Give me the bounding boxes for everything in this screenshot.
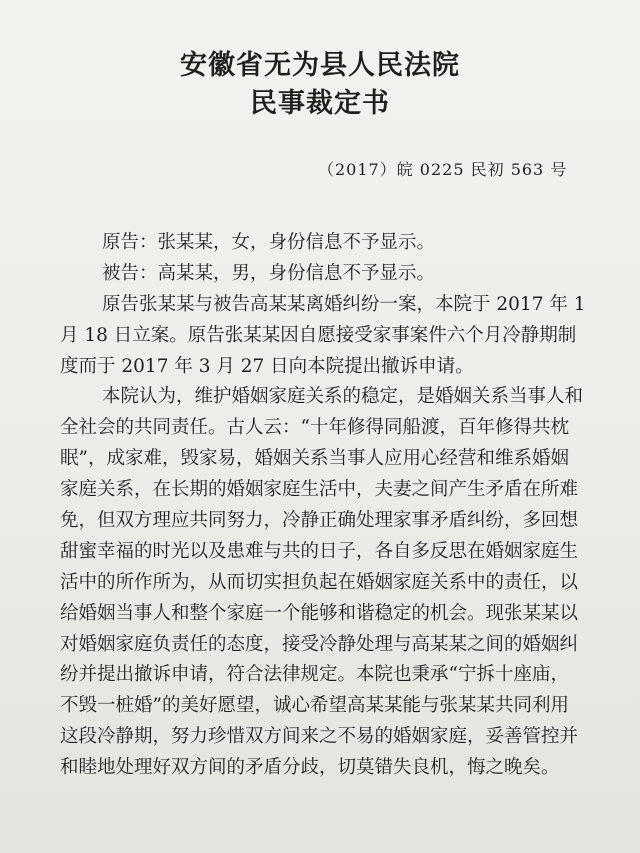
body-line: 甜蜜幸福的时光以及患难与共的日子，各自多反思在婚姻家庭生 [60, 540, 579, 562]
body-line: 纷并提出撤诉申请，符合法律规定。本院也秉承“宁拆十座庙， [60, 664, 569, 686]
body-line: 全社会的共同责任。古人云：“十年修得同船渡，百年修得共枕 [60, 417, 569, 439]
defendant-line: 被告：高某某，男，身份信息不予显示。 [102, 262, 436, 284]
body-line: 眠”，成家难，毁家易，婚姻关系当事人应用心经营和维系婚姻 [60, 448, 569, 470]
document-body [60, 228, 630, 784]
body-line: 和睦地处理好双方间的矛盾分歧，切莫错失良机，悔之晚矣。 [60, 757, 560, 779]
body-line: 给婚姻当事人和整个家庭一个能够和谐稳定的机会。现张某某以 [60, 602, 579, 624]
body-line: 原告张某某与被告高某某离婚纠纷一案，本院于 2017 年 1 [102, 293, 586, 315]
body-line: 活中的所作所为，从而切实担负起在婚姻家庭关系中的责任，以 [60, 571, 579, 593]
document-type-title: 民事裁定书 [250, 88, 390, 119]
body-line: 免，但双方理应共同努力，冷静正确处理家事矛盾纠纷，多回想 [60, 510, 579, 532]
body-line: 家庭关系，在长期的婚姻家庭生活中，夫妻之间产生矛盾在所难 [60, 479, 579, 501]
case-number: （2017）皖 0225 民初 563 号 [318, 160, 568, 179]
body-line: 度而于 2017 年 3 月 27 日向本院提出撤诉申请。 [60, 355, 474, 377]
body-line: 本院认为，维护婚姻家庭关系的稳定，是婚姻关系当事人和 [102, 386, 584, 408]
body-line: 不毁一桩婚”的美好愿望，诚心希望高某某能与张某某共同利用 [60, 695, 569, 717]
body-line: 月 18 日立案。原告张某某因自愿接受家事案件六个月冷静期制 [60, 324, 577, 346]
body-line: 对婚姻家庭负责任的态度，接受冷静处理与高某某之间的婚姻纠 [60, 633, 579, 655]
body-line: 这段冷静期，努力珍惜双方间来之不易的婚姻家庭，妥善管控并 [60, 726, 579, 748]
court-name-title: 安徽省无为县人民法院 [180, 50, 460, 81]
plaintiff-line: 原告：张某某，女，身份信息不予显示。 [102, 232, 436, 253]
